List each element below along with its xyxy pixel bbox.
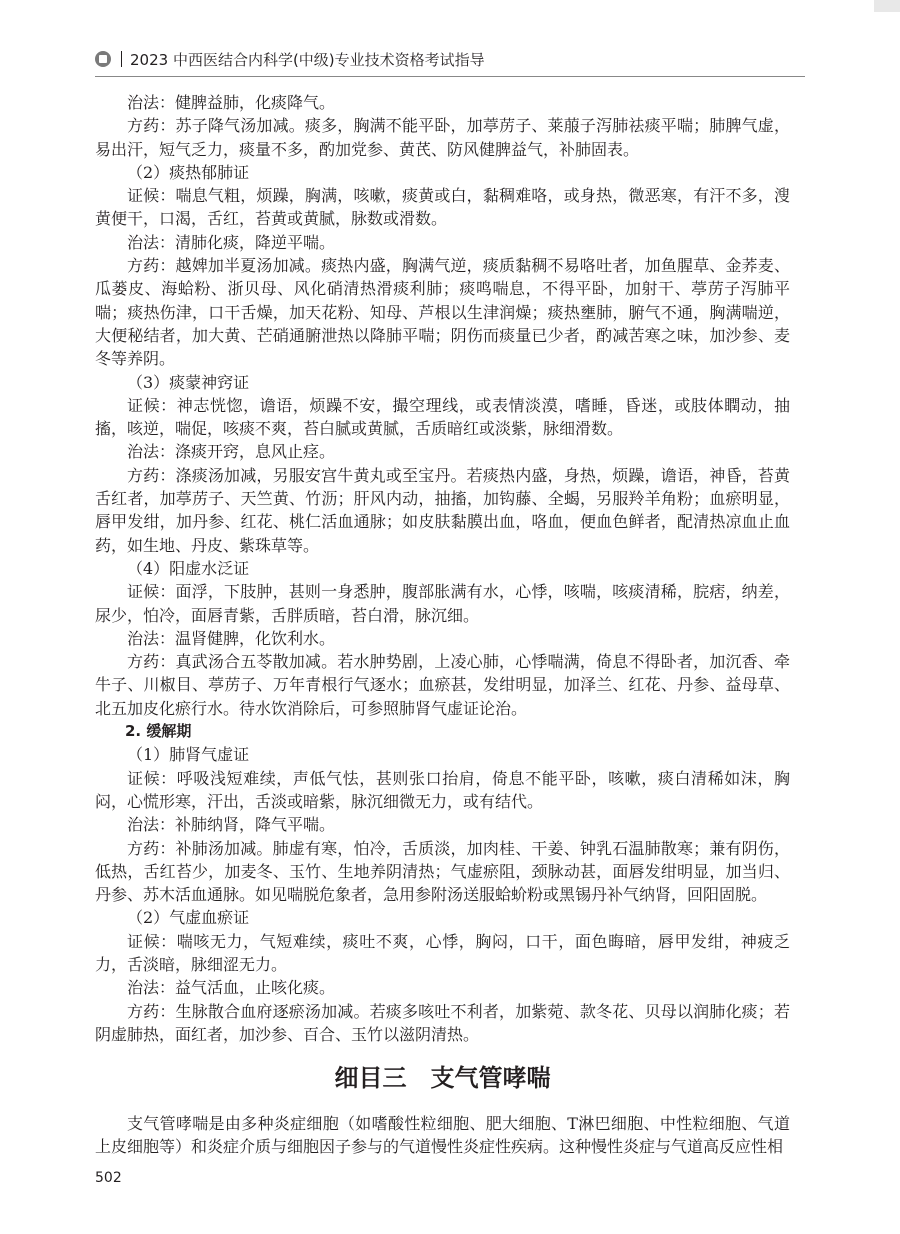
paragraph: 治法：涤痰开窍，息风止痉。 <box>127 442 336 462</box>
subsection-heading: （3）痰蒙神窍证 <box>127 372 250 392</box>
subsection-heading: （1）肺肾气虚证 <box>127 745 250 765</box>
paragraph: 治法：补肺纳肾，降气平喘。 <box>127 815 336 835</box>
paragraph: 证候：喘咳无力，气短难续，痰吐不爽，心悸，胸闷，口干，面色晦暗，唇甲发绀，神疲乏力，舌淡暗，脉细涩无力。 <box>95 931 790 974</box>
paragraph: 方药：生脉散合血府逐瘀汤加减。若痰多咳吐不利者，加紫菀、款冬花、贝母以润肺化痰；若阴虚肺热，面红者，加沙参、百合、玉竹以滋阴清热。 <box>95 1001 790 1044</box>
paragraph: 方药：涤痰汤加减，另服安宫牛黄丸或至宝丹。若痰热内盛，身热，烦躁，谵语，神昏，苔黄舌红者，加葶苈子、天竺黄、竹沥；肝风内动，抽搐，加钩藤、全蝎，另服羚羊角粉；血瘀明显，唇甲发绀，加丹参、红花、桃仁活血通脉；如皮肤黏膜出血，咯血，便血色鲜者，配清热凉血止血药，如生地、丹皮、紫珠草等。 <box>95 465 790 555</box>
paragraph: 支气管哮喘是由多种炎症细胞（如嗜酸性粒细胞、肥大细胞、T淋巴细胞、中性粒细胞、气道上皮细胞等）和炎症介质与细胞因子参与的气道慢性炎症性疾病。这种慢性炎症与气道高反应性相 <box>95 1114 790 1157</box>
header-title: 2023 中西医结合内科学(中级)专业技术资格考试指导 <box>130 50 485 69</box>
book-logo-icon <box>95 51 111 67</box>
header-divider <box>121 51 122 67</box>
paragraph: 治法：健脾益肺，化痰降气。 <box>127 93 336 112</box>
paragraph: 治法：温肾健脾，化饮利水。 <box>127 628 336 648</box>
page-body <box>95 91 790 1159</box>
section-subheading: 2. 缓解期 <box>125 722 192 741</box>
page-number: 502 <box>95 1170 122 1186</box>
paragraph: 证候：面浮，下肢肿，甚则一身悉肿，腹部胀满有水，心悸，咳喘，咳痰清稀，脘痞，纳差，尿少，怕冷，面唇青紫，舌胖质暗，苔白滑，脉沉细。 <box>95 582 790 625</box>
paragraph: 证候：呼吸浅短难续，声低气怯，甚则张口抬肩，倚息不能平卧，咳嗽，痰白清稀如沫，胸闷，心慌形寒，汗出，舌淡或暗紫，脉沉细微无力，或有结代。 <box>95 768 790 811</box>
paragraph: 证候：神志恍惚，谵语，烦躁不安，撮空理线，或表情淡漠，嗜睡，昏迷，或肢体瞤动，抽搐，咳逆，喘促，咳痰不爽，苔白腻或黄腻，舌质暗红或淡紫，脉细滑数。 <box>95 395 790 439</box>
paragraph: 方药：苏子降气汤加减。痰多，胸满不能平卧，加葶苈子、莱菔子泻肺祛痰平喘；肺脾气虚，易出汗，短气乏力，痰量不多，酌加党参、黄芪、防风健脾益气，补肺固表。 <box>95 116 790 159</box>
paragraph: 方药：补肺汤加减。肺虚有寒，怕冷，舌质淡，加肉桂、干姜、钟乳石温肺散寒；兼有阴伤，低热，舌红苔少，加麦冬、玉竹、生地养阴清热；气虚瘀阻，颈脉动甚，面唇发绀明显，加当归、丹参、苏木活血通脉。如见喘脱危象者，急用参附汤送服蛤蚧粉或黑锡丹补气纳肾，回阳固脱。 <box>95 838 790 905</box>
subsection-heading: （2）气虚血瘀证 <box>127 908 250 928</box>
subsection-heading: （4）阳虚水泛证 <box>127 558 250 578</box>
section-title: 细目三 支气管哮喘 <box>334 1063 551 1093</box>
paragraph: 证候：喘息气粗，烦躁，胸满，咳嗽，痰黄或白，黏稠难咯，或身热，微恶寒，有汗不多，溲黄便干，口渴，舌红，苔黄或黄腻，脉数或滑数。 <box>95 186 790 229</box>
subsection-heading: （2）痰热郁肺证 <box>127 162 250 182</box>
paragraph: 治法：清肺化痰，降逆平喘。 <box>127 232 336 252</box>
paragraph: 治法：益气活血，止咳化痰。 <box>127 978 336 998</box>
paragraph: 方药：越婢加半夏汤加减。痰热内盛，胸满气逆，痰质黏稠不易咯吐者，加鱼腥草、金荞麦、瓜蒌皮、海蛤粉、浙贝母、风化硝清热滑痰利肺；痰鸣喘息，不得平卧，加射干、葶苈子泻肺平喘；痰热伤津，口干舌燥，加天花粉、知母、芦根以生津润燥；痰热壅肺，腑气不通，胸满喘逆，大便秘结者，加大黄、芒硝通腑泄热以降肺平喘；阴伤而痰量已少者，酌减苦寒之味，加沙参、麦冬等养阴。 <box>95 256 790 369</box>
paragraph: 方药：真武汤合五苓散加减。若水肿势剧，上凌心肺，心悸喘满，倚息不得卧者，加沉香、牵牛子、川椒目、葶苈子、万年青根行气逐水；血瘀甚，发绀明显，加泽兰、红花、丹参、益母草、北五加皮化瘀行水。待水饮消除后，可参照肺肾气虚证论治。 <box>95 652 790 718</box>
running-header <box>95 48 805 70</box>
header-rule <box>95 76 805 77</box>
corner-mark <box>874 0 900 12</box>
